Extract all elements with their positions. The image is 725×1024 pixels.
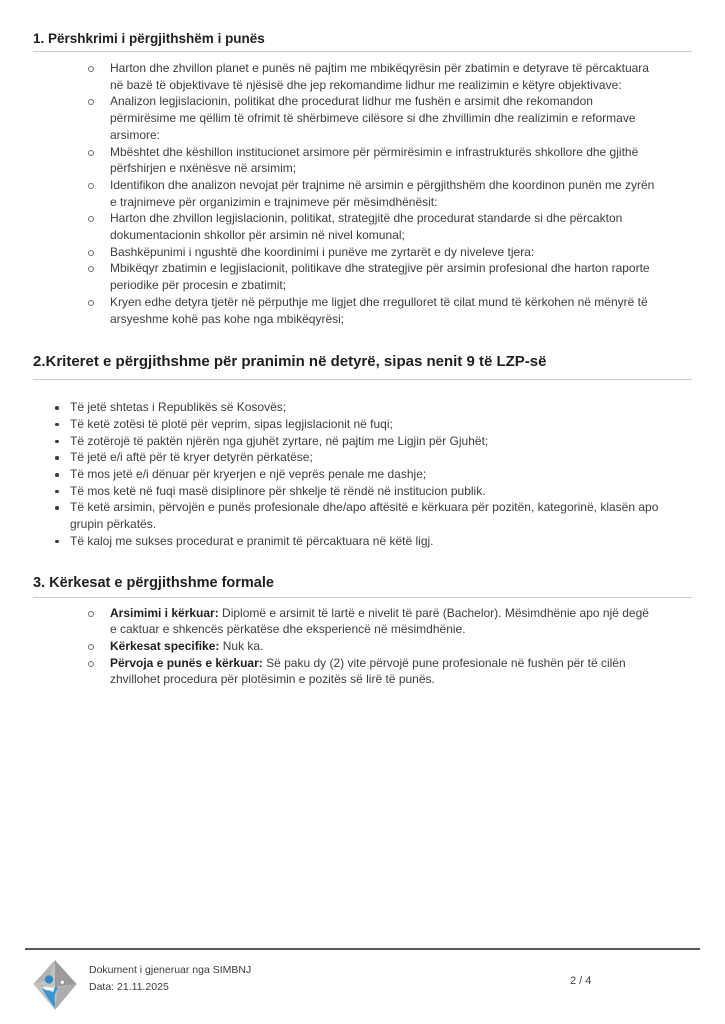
list-item-text: Të mos ketë në fuqi masë disiplinore për shkelje të rëndë në institucion publik. [70, 483, 486, 498]
list-item [33, 93, 692, 143]
list-item [33, 144, 692, 177]
bullet-icon [88, 216, 94, 222]
bullet-icon [88, 150, 94, 156]
list-item [33, 244, 692, 261]
section-heading: 3. Kërkesat e përgjithshme formale [33, 574, 692, 598]
list-item-lead: Arsimimi i kërkuar: [110, 605, 219, 620]
list-item-text: Të jetë shtetas i Republikës së Kosovës; [70, 400, 287, 415]
list-item-lead: Përvoja e punës e kërkuar: [110, 655, 263, 670]
list-item-text: Identifikon dhe analizon nevojat për trajnime në arsimin e përgjithshëm dhe koordinon punën me zyrën e trajnimeve për organizimin e trajnimeve për mësimdhënësit: [110, 177, 655, 209]
bullet-icon [55, 456, 59, 460]
bullet-icon [88, 250, 94, 256]
list-item [33, 655, 692, 688]
bullet-icon [88, 644, 94, 650]
list-item [33, 60, 692, 93]
list-item [33, 260, 692, 293]
page-footer [25, 948, 700, 1011]
list-item-text: Të kaloj me sukses procedurat e pranimit të përcaktuara në këtë ligj. [70, 533, 434, 548]
footer-text-block [89, 959, 251, 996]
list-item [33, 416, 692, 433]
bullet-list [33, 399, 692, 549]
bullet-icon [55, 490, 59, 494]
date-text: Data: 21.11.2025 [89, 981, 169, 993]
list-item-text: Analizon legjislacionin, politikat dhe procedurat lidhur me fushën e arsimit dhe rekomandon përmirësime me qëllim të ofrimit të shërbimeve cilësore si dhe zhvillimin dhe realizimin e reformave arsimore: [110, 94, 636, 142]
list-item-text: Mbështet dhe këshillon institucionet arsimore për përmirësimin e infrastrukturës shkollore dhe gjithë përfshirjen e nxënësve në arsimim; [110, 144, 639, 176]
list-item-text: Të ketë zotësi të plotë për veprim, sipas legjislacionit në fuqi; [70, 416, 393, 431]
section-heading: 1. Përshkrimi i përgjithshëm i punës [33, 30, 692, 52]
bullet-icon [55, 506, 59, 510]
section-job-description [33, 30, 692, 327]
list-item-lead: Kërkesat specifike: [110, 638, 220, 653]
page-number: 2 / 4 [570, 975, 592, 987]
list-item [33, 399, 692, 416]
bullet-icon [88, 661, 94, 667]
bullet-icon [55, 540, 59, 544]
bullet-icon [88, 611, 94, 617]
section-heading: 2.Kriteret e përgjithshme për pranimin në detyrë, sipas nenit 9 të LZP-së [33, 352, 692, 380]
section-admission-criteria [33, 352, 692, 549]
bullet-icon [55, 423, 59, 427]
list-item-text: Të zotërojë të paktën njërën nga gjuhët zyrtare, në pajtim me Ligjin për Gjuhët; [70, 433, 489, 448]
list-item-text: Mbikëqyr zbatimin e legjislacionit, politikave dhe strategjive për arsimin profesional dhe harton raporte periodike për procesin e zbatimit; [110, 261, 650, 293]
list-item [33, 533, 692, 550]
list-item-text: Të ketë arsimin, përvojën e punës profesionale dhe/apo aftësitë e kërkuara për pozitën, kategorinë, klasën apo grupin përkatës. [70, 500, 659, 532]
list-item-text: Arsimimi i kërkuar: Diplomë e arsimit të lartë e nivelit të parë (Bachelor). Mësimdhënie apo një degë e caktuar e shkencës përkatëse dhe eksperiencë në mësimdhënie. [110, 605, 649, 637]
document-content [33, 30, 692, 688]
list-item [33, 177, 692, 210]
list-item [33, 638, 692, 655]
bullet-icon [88, 300, 94, 306]
list-item-text: Kryen edhe detyra tjetër në përputhje me ligjet dhe rregulloret të cilat mund të kërkohen në mënyrë të arsyeshme kohë pas kohe nga mbikëqyrësi; [110, 294, 648, 326]
bullet-icon [88, 183, 94, 189]
list-item [33, 433, 692, 450]
list-item [33, 605, 692, 638]
generated-by-text: Dokument i gjeneruar nga SIMBNJ [89, 964, 252, 976]
bullet-icon [55, 440, 59, 444]
section-formal-requirements [33, 574, 692, 689]
list-item-text: Kërkesat specifike: Nuk ka. [110, 638, 264, 653]
bullet-icon [88, 266, 94, 272]
bullet-list [33, 60, 692, 327]
list-item-text: Të jetë e/i aftë për të kryer detyrën përkatëse; [70, 450, 313, 465]
list-item [33, 449, 692, 466]
bullet-icon [55, 406, 59, 410]
list-item [33, 483, 692, 500]
list-item [33, 499, 692, 532]
list-item-text: Harton dhe zhvillon legjislacionin, politikat, strategjitë dhe procedurat standarde si dhe përcakton dokumentacionin shkollor për arsimin në nivel komunal; [110, 211, 623, 243]
list-item-text: Harton dhe zhvillon planet e punës në pajtim me mbikëqyrësin për zbatimin e detyrave të përcaktuara në bazë të objektivave të njësisë dhe jep rekomandime lidhur me realizimin e këtyre objektivave: [110, 61, 649, 92]
bullet-list [33, 605, 692, 689]
simbnj-logo [32, 959, 78, 1011]
list-item [33, 466, 692, 483]
bullet-icon [55, 473, 59, 477]
list-item-text: Të mos jetë e/i dënuar për kryerjen e një veprës penale me dashje; [70, 467, 427, 482]
list-item [33, 210, 692, 243]
list-item-text: Bashkëpunimi i ngushtë dhe koordinimi i punëve me zyrtarët e dy niveleve tjera: [110, 244, 535, 259]
list-item-text: Përvoja e punës e kërkuar: Së paku dy (2) vite përvojë pune profesionale në fushën për të cilën zhvillohet procedura për plotësimin e pozitës së lirë të punës. [110, 655, 626, 687]
bullet-icon [88, 66, 94, 72]
bullet-icon [88, 99, 94, 105]
list-item [33, 294, 692, 327]
